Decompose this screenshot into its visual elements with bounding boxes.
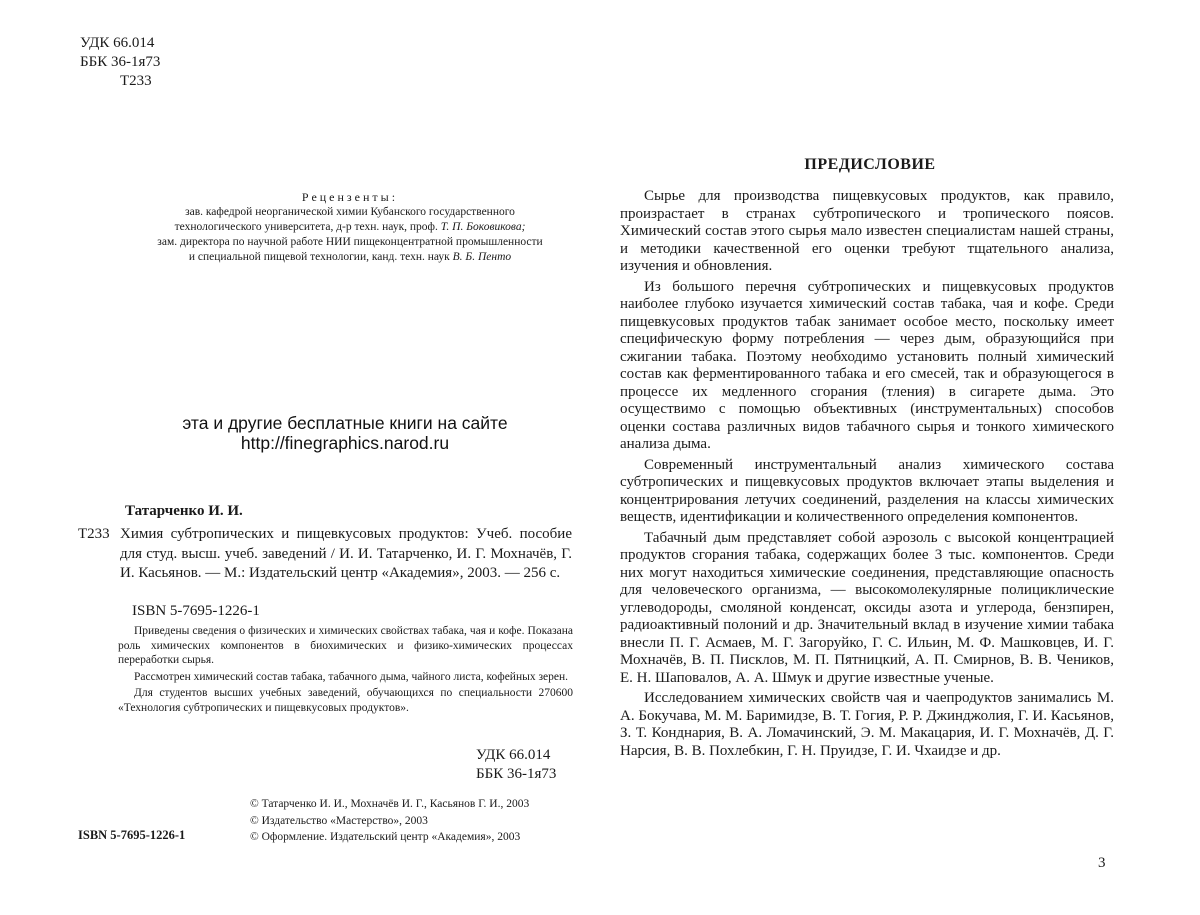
free-books-text: эта и другие бесплатные книги на сайте — [90, 413, 600, 433]
reviewers-line: зав. кафедрой неорганической химии Кубанского государственного — [80, 205, 620, 220]
catalog-code: Т233 — [78, 526, 110, 543]
preface-paragraph: Исследованием химических свойств чая и чаепродуктов занимались М. А. Бокучава, М. М. Баримидзе, В. Т. Гогия, Р. Р. Джинджолия, Г. И. Касьянов, З. Т. Конднария, В. А. Ломачинский, Э. М. Макацария, И. Г. Мохначёв, Д. Г. Нарсия, В. В. Похлебкин, Г. Н. Пруидзе, Г. И. Чхаидзе и др. — [620, 690, 1114, 760]
free-books-url: http://finegraphics.narod.ru — [90, 433, 600, 453]
preface-title: ПРЕДИСЛОВИЕ — [620, 156, 1120, 174]
reviewers-line-prefix: и специальной пищевой технологии, канд. техн. наук — [189, 251, 450, 263]
author-mark-code: Т233 — [80, 72, 160, 91]
page-number: 3 — [1098, 855, 1106, 872]
reviewers-block — [80, 190, 620, 265]
catalog-isbn: ISBN 5-7695-1226-1 — [132, 603, 260, 620]
annotation-paragraph: Рассмотрен химический состав табака, табачного дыма, чайного листа, кофейных зерен. — [118, 670, 573, 685]
reviewer-name: Т. П. Боковикова; — [441, 221, 526, 233]
classification-codes — [80, 34, 160, 91]
preface-paragraph: Табачный дым представляет собой аэрозоль с высокой концентрацией продуктов сгорания табака, содержащих более 3 тыс. компонентов. Среди них могут находиться химические соединения, представляющие опасность для человеческого организма, — высокомолекулярные полициклические углеводороды, смоляной конденсат, оксиды азота и углерода, бензпирен, радиоактивный полоний и др. Значительный вклад в изучение химии табака внесли П. Г. Асмаев, М. Г. Загоруйко, Г. С. Ильин, М. Ф. Машковцев, И. Г. Мохначёв, В. П. Писклов, М. П. Пятницкий, А. П. Смирнов, В. В. Чеников, Е. Н. Шаповалов, А. А. Шмук и другие известные ученые. — [620, 530, 1114, 688]
reviewers-line — [80, 220, 620, 235]
annotation — [118, 624, 573, 717]
bbk-code: ББК 36-1я73 — [80, 53, 160, 72]
preface-paragraph: Сырье для производства пищевкусовых продуктов, как правило, произрастает в странах субтропического и тропического поясов. Химический состав этого сырья мало известен специалистам нашей страны, и методики качественной его оценки требуют тщательного анализа, изучения и обновления. — [620, 188, 1114, 276]
reviewers-line: зам. директора по научной работе НИИ пищеконцентратной промышленности — [80, 235, 620, 250]
preface-paragraph: Современный инструментальный анализ химического состава субтропических и пищевкусовых продуктов включает этапы выделения и концентрирования летучих соединений, разделения на классы химических веществ, идентификации и количественного определения компонентов. — [620, 457, 1114, 527]
preface-paragraph: Из большого перечня субтропических и пищевкусовых продуктов наиболее глубоко изучается химический состав табака, чая и кофе. Среди пищевкусовых продуктов табак занимает особое место, поскольку имеет специфическую форму потребления — через дым, образующийся при сжигании табака. Поэтому необходимо установить полный химический состав как ферментированного табака и его смесей, так и образующегося в процессе их медленного сгорания (тления) в сигарете дыма. Это осуществимо с помощью объективных (инструментальных) способов оценки состава различных видов табачного сырья и тонкого химического анализа дыма. — [620, 279, 1114, 454]
copyright-line: © Издательство «Мастерство», 2003 — [250, 813, 529, 830]
reviewers-line-prefix: технологического университета, д-р техн. наук, проф. — [175, 221, 438, 233]
bbk-code-bottom: ББК 36-1я73 — [476, 765, 556, 784]
catalog-entry: Химия субтропических и пищевкусовых продуктов: Учеб. пособие для студ. высш. учеб. заведений / И. И. Татарченко, И. Г. Мохначёв, Г. И. Касьянов. — М.: Издательский центр «Академия», 2003. — 256 с. — [120, 525, 572, 584]
reviewers-title: Рецензенты: — [80, 190, 620, 205]
reviewer-name: В. Б. Пенто — [453, 251, 511, 263]
copyright-line: © Татарченко И. И., Мохначёв И. Г., Касьянов Г. И., 2003 — [250, 796, 529, 813]
copyright-line: © Оформление. Издательский центр «Академия», 2003 — [250, 829, 529, 846]
isbn-bottom: ISBN 5-7695-1226-1 — [78, 828, 185, 843]
preface-body — [620, 188, 1114, 763]
udk-code: УДК 66.014 — [80, 34, 160, 53]
udk-code-bottom: УДК 66.014 — [476, 746, 556, 765]
catalog-author: Татарченко И. И. — [125, 503, 243, 520]
reviewers-line — [80, 250, 620, 265]
bottom-codes — [476, 746, 556, 784]
copyright-block — [250, 796, 529, 846]
free-books-notice — [90, 413, 600, 453]
annotation-paragraph: Для студентов высших учебных заведений, обучающихся по специальности 270600 «Технология субтропических и пищевкусовых продуктов». — [118, 686, 573, 715]
annotation-paragraph: Приведены сведения о физических и химических свойствах табака, чая и кофе. Показана роль химических компонентов в биохимических и физико-химических процессах переработки сырья. — [118, 624, 573, 668]
